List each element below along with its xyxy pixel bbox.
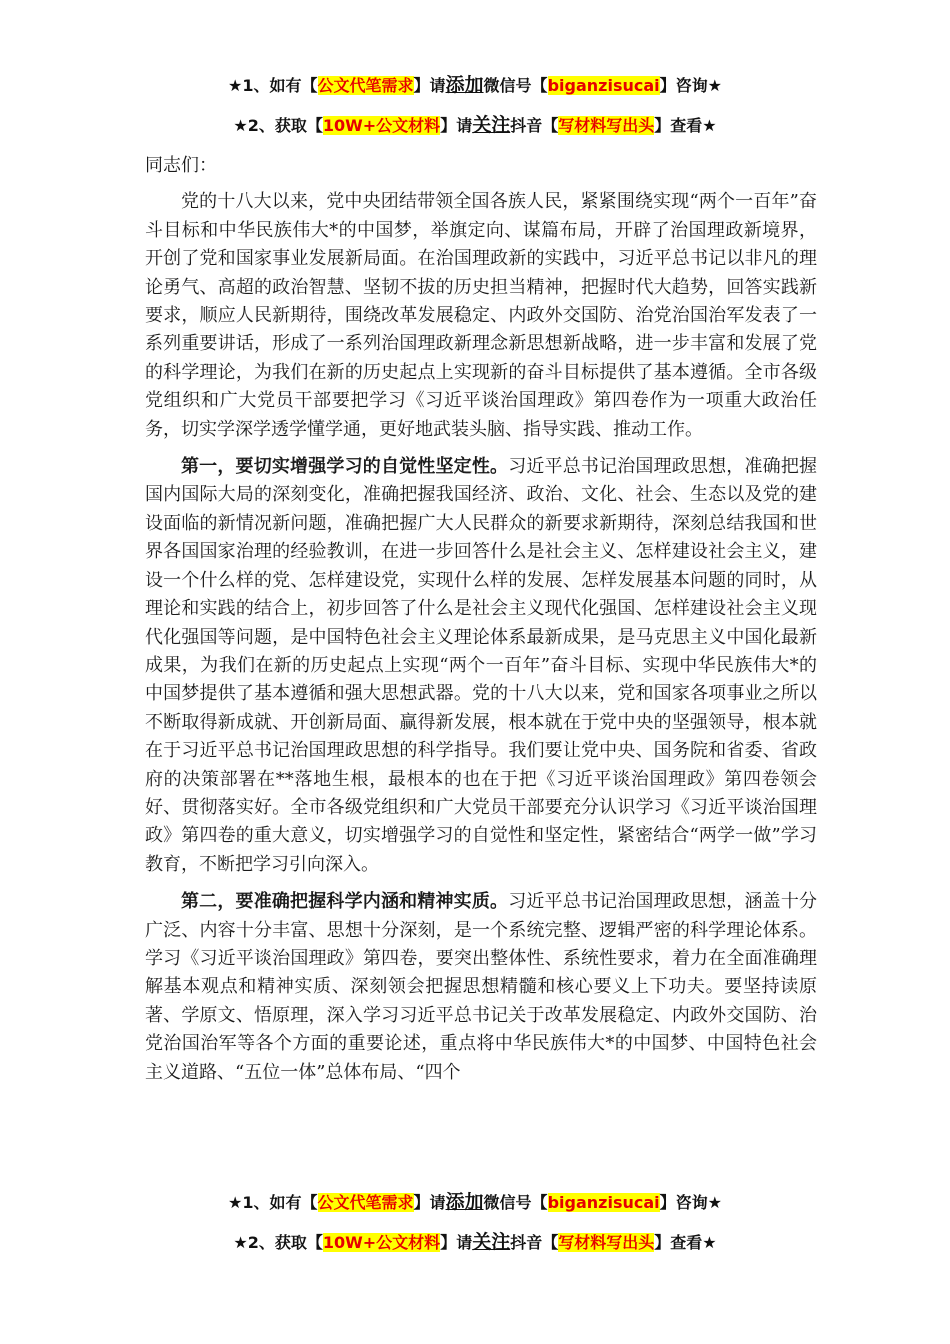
banner1-text-2: 微信号【: [483, 76, 548, 95]
first-point-body: 习近平总书记治国理政思想，准确把握国内国际大局的深刻变化，准确把握我国经济、政治、文化、社会、生态以及党的建设面临的新情况新问题，准确把握广大人民群众的新要求新期待，深刻总结我国和世界各国国家治理的经验教训，在进一步回答什么是社会主义、怎样建设社会主义，建设一个什么样的党、怎样建设党，实现什么样的发展、怎样发展基本问题的同时，从理论和实践的结合上，初步回答了什么是社会主义现代化强国、怎样建设社会主义现代化强国等问题，是中国特色社会主义理论体系最新成果，是马克思主义中国化最新成果，为我们在新的历史起点上实现“两个一百年”奋斗目标、实现中华民族伟大*的中国梦提供了基本遵循和强大思想武器。党的十八大以来，党和国家各项事业之所以不断取得新成就、开创新局面、赢得新发展，根本就在于党中央的坚强领导，根本就在于习近平总书记治国理政思想的科学指导。我们要让党中央、国务院和省委、省政府的决策部署在**落地生根，最根本的也在于把《习近平谈治国理政》第四卷领会好、贯彻落实好。全市各级党组织和广大党员干部要充分认识学习《习近平谈治国理政》第四卷的重大意义，切实增强学习的自觉性和坚定性，紧密结合“两学一做”学习教育，不断把学习引向深入。: [145, 456, 818, 875]
paragraph-intro: 党的十八大以来，党中央团结带领全国各族人民，紧紧围绕实现“两个一百年”奋斗目标和中华民族伟大*的中国梦，举旗定向、谋篇布局，开辟了治国理政新境界，开创了党和国家事业发展新局面。在治国理政新的实践中，习近平总书记以非凡的理论勇气、高超的政治智慧、坚韧不拔的历史担当精神，把握时代大趋势，回答实践新要求，顺应人民新期待，围绕改革发展稳定、内政外交国防、治党治国治军发表了一系列重要讲话，形成了一系列治国理政新理念新思想新战略，进一步丰富和发展了党的科学理论，为我们在新的历史起点上实现新的奋斗目标提供了基本遵循。全市各级党组织和广大党员干部要把学习《习近平谈治国理政》第四卷作为一项重大政治任务，切实学深学透学懂学通，更好地武装头脑、指导实践、推动工作。: [145, 191, 817, 440]
footer1-highlight-wechat: biganzisucai: [547, 1193, 660, 1212]
paragraph-first-point: [145, 453, 817, 879]
banner2-highlight-douyin: 写材料写出头: [558, 116, 655, 135]
footer2-text: 】请: [440, 1233, 473, 1252]
footer2-text-2: 抖音【: [510, 1233, 559, 1252]
footer2-highlight-douyin: 写材料写出头: [558, 1233, 655, 1252]
paragraph-second-point: [145, 888, 817, 1087]
banner2-suffix: 】查看★: [654, 116, 717, 135]
banner2-text-2: 抖音【: [510, 116, 559, 135]
banner1-prefix: ★1、如有【: [228, 76, 318, 95]
header-banner-line-2: [0, 110, 950, 137]
banner2-prefix: ★2、获取【: [233, 116, 323, 135]
greeting: 同志们：: [145, 155, 217, 176]
footer2-highlight-materials: 10W+公文材料: [322, 1233, 441, 1252]
footer1-suffix: 】咨询★: [659, 1193, 722, 1212]
banner2-highlight-materials: 10W+公文材料: [322, 116, 441, 135]
banner2-emphasis: 关注: [472, 114, 511, 136]
banner1-suffix: 】咨询★: [659, 76, 722, 95]
footer2-prefix: ★2、获取【: [233, 1233, 323, 1252]
footer1-prefix: ★1、如有【: [228, 1193, 318, 1212]
banner2-text: 】请: [440, 116, 473, 135]
footer1-text-2: 微信号【: [483, 1193, 548, 1212]
banner1-text: 】请: [413, 76, 446, 95]
footer1-emphasis: 添加: [445, 1191, 484, 1213]
banner1-highlight-service: 公文代笔需求: [317, 76, 414, 95]
first-point-heading: 第一，要切实增强学习的自觉性坚定性。: [181, 456, 509, 478]
document-body: [145, 152, 817, 1096]
footer2-emphasis: 关注: [472, 1231, 511, 1253]
banner1-emphasis: 添加: [445, 74, 484, 96]
second-point-body: 习近平总书记治国理政思想，涵盖十分广泛、内容十分丰富、思想十分深刻，是一个系统完整、逻辑严密的科学理论体系。学习《习近平谈治国理政》第四卷，要突出整体性、系统性要求，着力在全面准确理解基本观点和精神实质、深刻领会把握思想精髓和核心要义上下功夫。要坚持读原著、学原文、悟原理，深入学习习近平总书记关于改革发展稳定、内政外交国防、治党治国治军等各个方面的重要论述，重点将中华民族伟大*的中国梦、中国特色社会主义道路、“五位一体”总体布局、“四个: [145, 891, 818, 1083]
footer-banner-line-1: [0, 1187, 950, 1214]
footer-banner-line-2: [0, 1227, 950, 1254]
second-point-heading: 第二，要准确把握科学内涵和精神实质。: [181, 891, 509, 913]
header-banner-line-1: [0, 70, 950, 97]
footer2-suffix: 】查看★: [654, 1233, 717, 1252]
footer1-highlight-service: 公文代笔需求: [317, 1193, 414, 1212]
banner1-highlight-wechat: biganzisucai: [547, 76, 660, 95]
footer1-text: 】请: [413, 1193, 446, 1212]
